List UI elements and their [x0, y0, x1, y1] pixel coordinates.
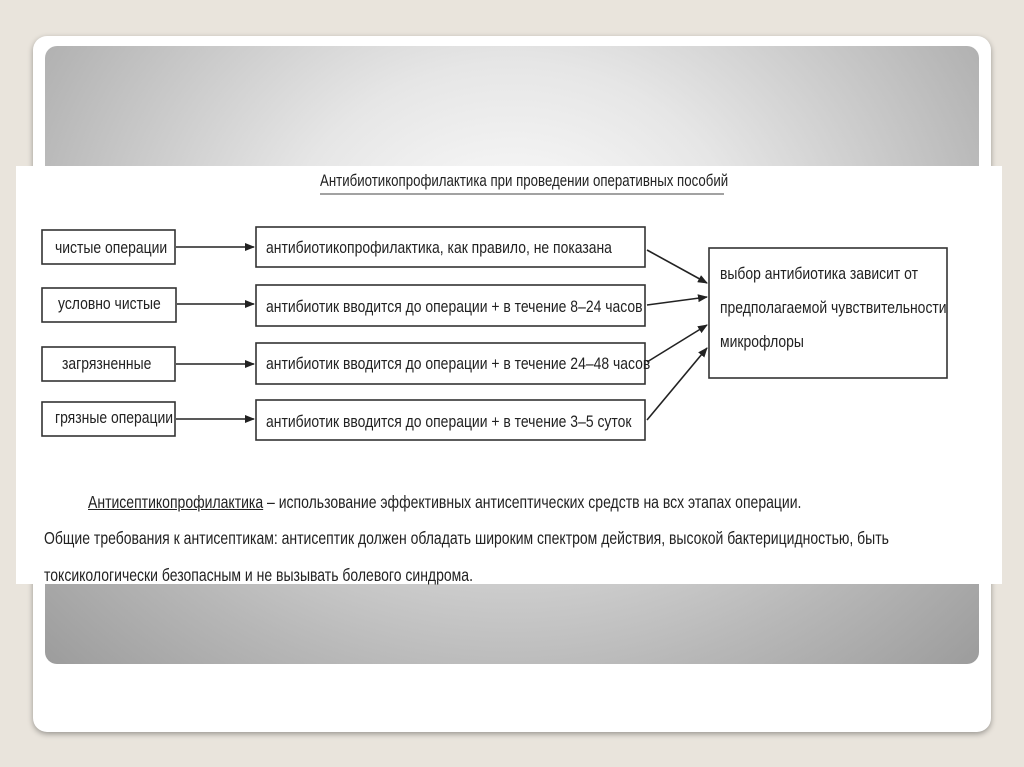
antiseptic-term: Антисептикопрофилактика — [88, 492, 264, 512]
arrow-6 — [647, 297, 707, 305]
arrow-7 — [647, 325, 707, 362]
action-label-2: антибиотик вводится до операции + в течение 8–24 часов — [266, 297, 643, 316]
category-label-4: грязные операции — [55, 408, 174, 427]
requirements-line-2: токсикологически безопасным и не вызывать болевого синдрома. — [44, 565, 473, 585]
action-label-1: антибиотикопрофилактика, как правило, не показана — [266, 238, 612, 257]
diagram-title: Антибиотикопрофилактика при проведении оперативных пособий — [320, 171, 729, 190]
category-label-3: загрязненные — [62, 354, 152, 373]
antiseptic-definition-text: – использование эффективных антисептических средств на всх этапах операции. — [263, 492, 802, 512]
antiseptic-definition — [88, 492, 801, 513]
category-label-2: условно чистые — [58, 294, 161, 313]
category-label-1: чистые операции — [55, 238, 168, 257]
result-line-1: выбор антибиотика зависит от — [720, 264, 919, 283]
result-line-3: микрофлоры — [720, 332, 804, 351]
arrow-5 — [647, 250, 707, 283]
requirements-line-1: Общие требования к антисептикам: антисептик должен обладать широким спектром действия, высокой бактерицидностью, быть — [44, 528, 889, 548]
result-line-2: предполагаемой чувствительности — [720, 298, 947, 317]
arrow-8 — [647, 348, 707, 420]
action-label-4: антибиотик вводится до операции + в течение 3–5 суток — [266, 412, 632, 431]
action-label-3: антибиотик вводится до операции + в течение 24–48 часов — [266, 354, 651, 373]
